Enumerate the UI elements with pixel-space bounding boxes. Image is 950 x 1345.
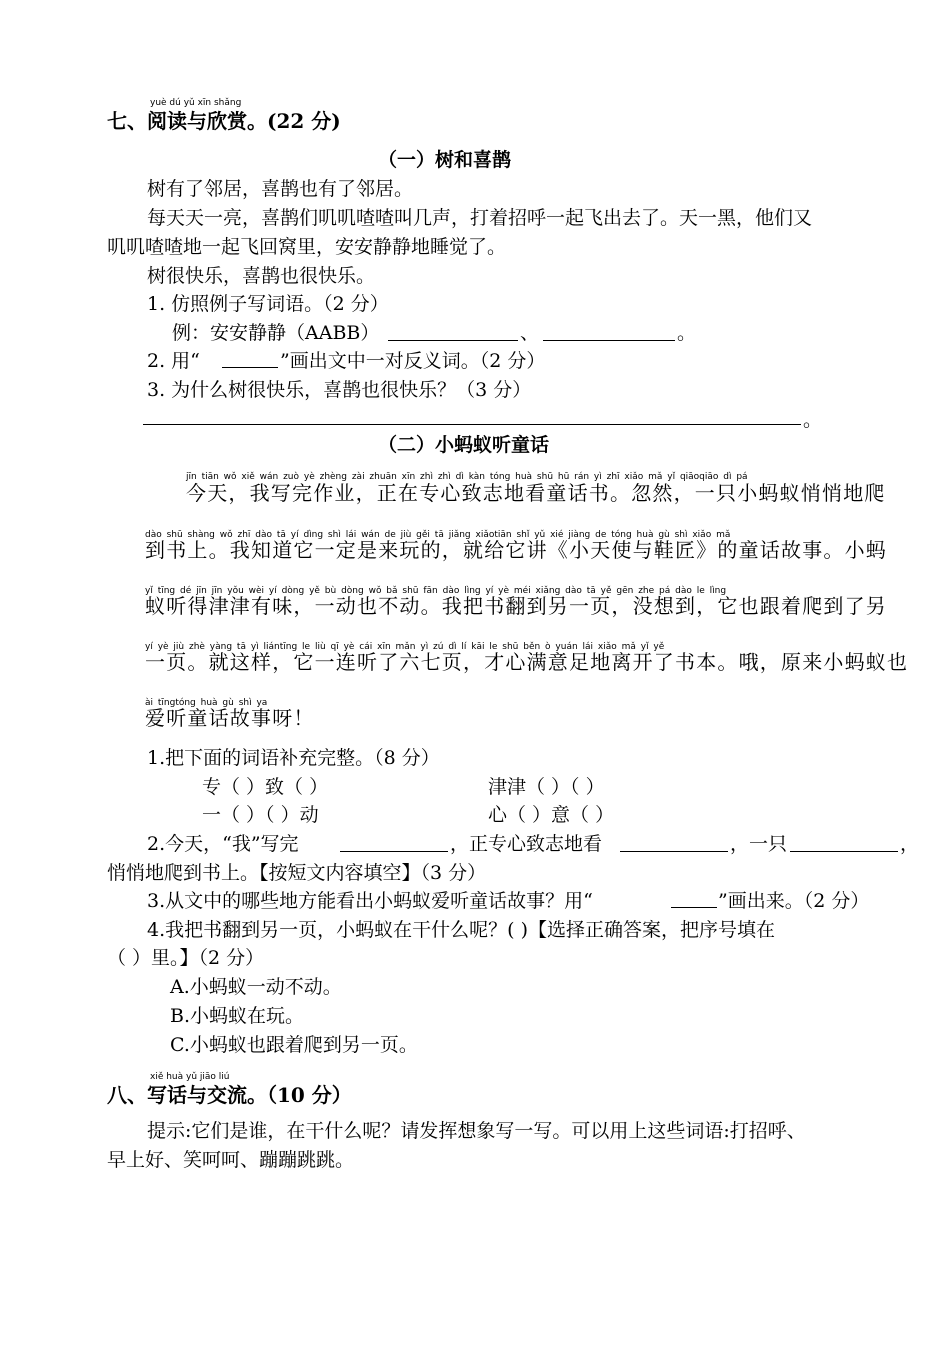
passage2-question2-line2: 悄悄地爬到书上。【按短文内容填空】（3 分） (107, 862, 487, 884)
passage2-question3-start: 3.从文中的哪些地方能看出小蚂蚁爱听童话故事？用“ (147, 890, 593, 912)
passage2-text-line5: 爱听童话故事呀！ (145, 706, 315, 730)
passage2-title: （二）小蚂蚁听童话 (378, 434, 550, 456)
section8-hint-line1: 提示:它们是谁，在干什么呢？请发挥想象写一写。可以用上这些词语:打招呼、 (147, 1120, 806, 1142)
passage2-question2-part2: ，正专心致志地看 (450, 833, 603, 855)
passage2-text-line1: 今天，我写完作业，正在专心致志地看童话书。忽然，一只小蚂蚁悄悄地爬 (186, 481, 886, 505)
option-a[interactable]: A.小蚂蚁一动不动。 (170, 976, 342, 998)
word-fill-item[interactable]: 一（ ）（ ）动 (202, 804, 319, 826)
passage2-question1: 1.把下面的词语补充完整。（8 分） (147, 747, 440, 769)
section7-pinyin: yuè dú yǔ xīn shǎng (150, 98, 242, 108)
passage2-question3-end: ”画出来。（2 分） (718, 890, 870, 912)
word-fill-item[interactable]: 津津（ ）（ ） (488, 776, 605, 798)
passage2-question4-line2: （ ）里。】（2 分） (107, 947, 265, 969)
answer-blank[interactable] (790, 851, 898, 852)
passage1-question2-end: ”画出文中一对反义词。（2 分） (280, 350, 546, 372)
answer-blank[interactable] (543, 340, 675, 341)
passage2-question2-part1: 2.今天，“我”写完 (147, 833, 299, 855)
passage2-question4-line1: 4.我把书翻到另一页，小蚂蚁在干什么呢？( )【选择正确答案，把序号填在 (147, 919, 775, 941)
section8-pinyin: xiě huà yǔ jiāo liú (150, 1072, 230, 1082)
passage1-question1-example: 例：安安静静（AABB） (172, 322, 380, 344)
passage1-question3: 3. 为什么树很快乐，喜鹊也很快乐？（3 分） (147, 379, 532, 401)
passage2-text-line3: 蚁听得津津有味，一动也不动。我把书翻到另一页，没想到，它也跟着爬到了另 (145, 594, 887, 618)
passage2-pinyin-line1: jīn tiān wǒ xiě wán zuò yè zhèng zài zhuān xīn zhì zhì dì kàn tóng huà shū hū rán yì zhī xiǎo mǎ yǐ qiāoqiāo dì pá (186, 472, 748, 482)
passage2-text-line2: 到书上。我知道它一定是来玩的，就给它讲《小天使与鞋匠》的童话故事。小蚂 (145, 538, 887, 562)
option-b[interactable]: B.小蚂蚁在玩。 (170, 1005, 305, 1027)
passage1-question1: 1. 仿照例子写词语。（2 分） (147, 293, 389, 315)
passage1-question2-start: 2. 用“ (147, 350, 200, 372)
comma: ， (900, 833, 920, 855)
passage1-paragraph1: 树有了邻居，喜鹊也有了邻居。 (147, 178, 414, 200)
section8-hint-line2: 早上好、笑呵呵、蹦蹦跳跳。 (107, 1149, 355, 1171)
passage2-pinyin-line4: yí yè jiù zhè yàng tā yì liántīng le liù qī yè cái xīn mǎn yì zú dì lí kāi le shū běn ò yuán lái xiǎo mǎ yǐ yě (145, 642, 665, 652)
passage2-question2-part3: ，一只 (730, 833, 788, 855)
underline-sample (671, 907, 717, 908)
option-c[interactable]: C.小蚂蚁也跟着爬到另一页。 (170, 1034, 418, 1056)
word-fill-item[interactable]: 专（ ）致（ ） (202, 776, 329, 798)
period: 。 (677, 322, 697, 344)
passage1-paragraph2-line1: 每天天一亮，喜鹊们叽叽喳喳叫几声，打着招呼一起飞出去了。天一黑，他们又 (147, 207, 813, 229)
passage1-title: （一）树和喜鹊 (378, 149, 512, 171)
passage1-paragraph2-line2: 叽叽喳喳地一起飞回窝里，安安静静地睡觉了。 (107, 236, 507, 258)
passage2-pinyin-line5: ài tīngtóng huà gù shì ya (145, 698, 268, 708)
word-fill-item[interactable]: 心（ ）意（ ） (488, 804, 615, 826)
answer-blank[interactable] (340, 851, 448, 852)
passage2-text-line4: 一页。就这样，它一连听了六七页，才心满意足地离开了书本。哦，原来小蚂蚁也 (145, 650, 909, 674)
passage2-pinyin-line2: dào shū shàng wǒ zhī dào tā yí dìng shì lái wán de jiù gěi tā jiǎng xiǎotiān shǐ yǔ xié jiàng de tóng huà gù shì xiǎo mǎ (145, 530, 731, 540)
underline-sample (222, 367, 278, 368)
answer-line[interactable] (143, 424, 801, 425)
separator: 、 (520, 322, 540, 344)
section8-title: 八、写话与交流。（10 分） (107, 1083, 352, 1107)
period: 。 (803, 409, 823, 431)
passage1-paragraph3: 树很快乐，喜鹊也很快乐。 (147, 265, 376, 287)
section7-title: 七、阅读与欣赏。(22 分) (107, 109, 341, 133)
answer-blank[interactable] (388, 340, 518, 341)
answer-blank[interactable] (620, 851, 728, 852)
passage2-pinyin-line3: yǐ tīng dé jīn jīn yǒu wèi yí dòng yě bù dòng wǒ bǎ shū fān dào lìng yí yè méi xiǎng dào tā yě gēn zhe pá dào le lìng (145, 586, 727, 596)
